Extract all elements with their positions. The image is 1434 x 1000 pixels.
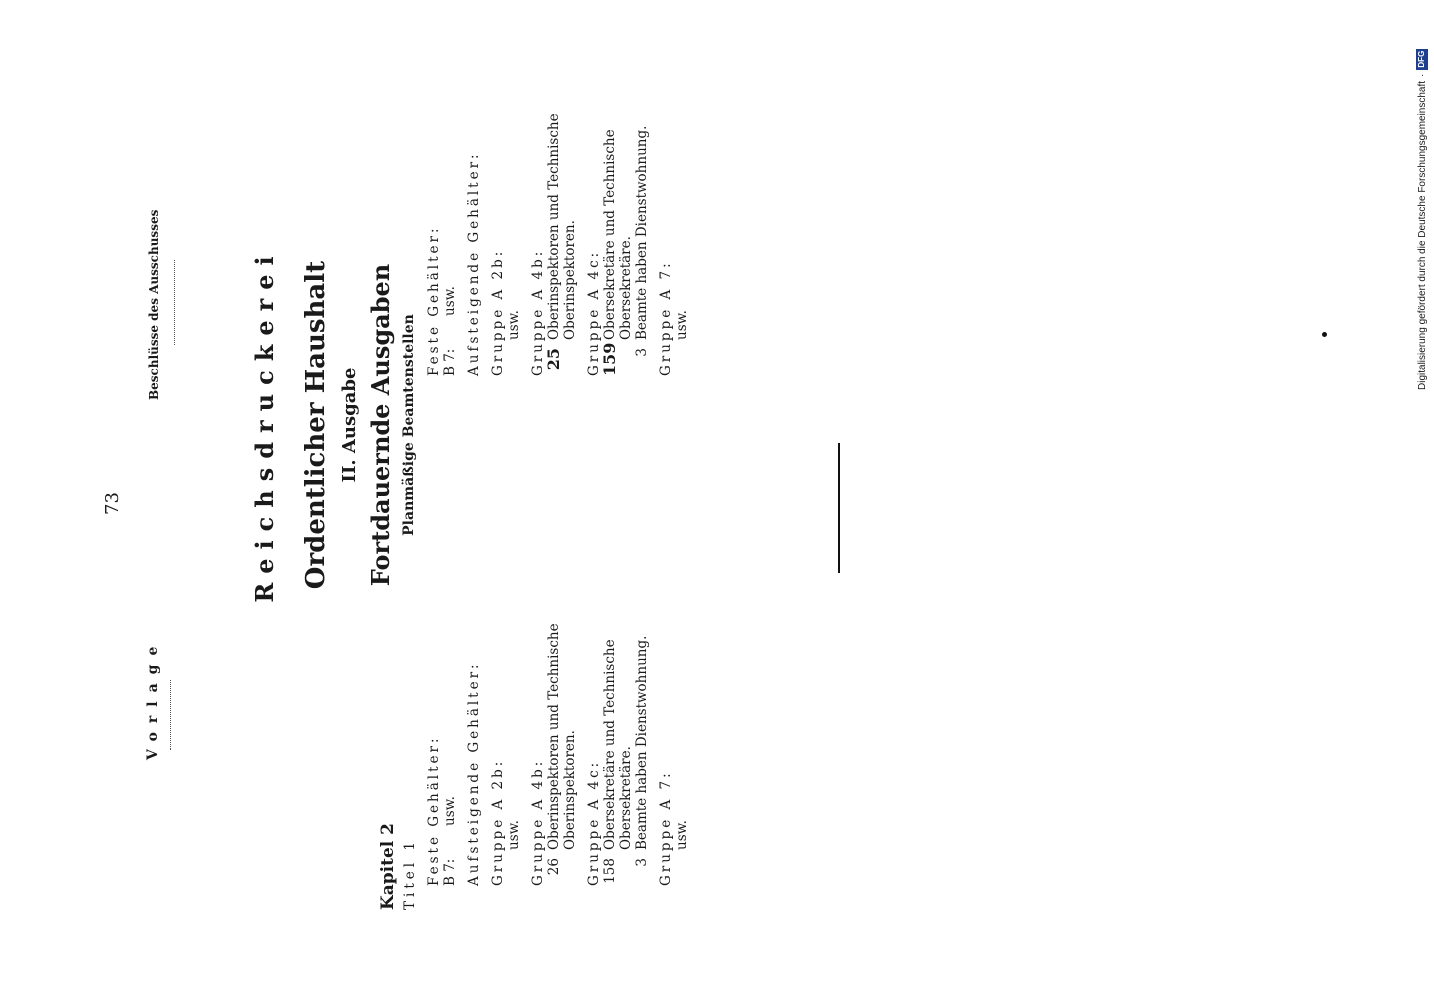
a4b-entry	[546, 100, 578, 400]
a2b-label: Gruppe A 2b:	[490, 758, 506, 886]
a7-usw: usw.	[674, 310, 690, 340]
a4b-entry	[546, 610, 578, 910]
a4b-count: 25	[544, 348, 563, 371]
a4c-note	[634, 100, 650, 400]
a4c-entry	[602, 100, 634, 400]
a4b-text: Oberinspektoren und Technische Oberinspektoren.	[546, 623, 578, 850]
a4c-label: Gruppe A 4c:	[586, 759, 602, 886]
running-head-right: Beschlüsse des Ausschusses	[147, 209, 161, 400]
a4c-count: 159	[600, 342, 619, 376]
a7-label: Gruppe A 7:	[658, 260, 674, 376]
a4b-text: Oberinspektoren und Technische Oberinspektoren.	[546, 113, 578, 340]
a4c-count: 158	[602, 858, 618, 884]
aufsteigende-label: Aufsteigende Gehälter:	[466, 151, 482, 376]
a4b-label: Gruppe A 4b:	[530, 758, 546, 886]
kapitel-heading: Kapitel 2	[378, 822, 398, 910]
a2b-usw: usw.	[506, 820, 522, 850]
b7-usw: usw.	[442, 796, 458, 826]
b7-label: B 7:	[442, 348, 458, 376]
feste-gehaelter-label: Feste Gehälter:	[426, 225, 442, 376]
title-haushalt: Ordentlicher Haushalt	[301, 260, 331, 590]
running-head-left: Vorlage	[145, 637, 161, 760]
beschluesse-column	[402, 100, 690, 400]
vorlage-column	[402, 610, 690, 910]
rotated-content	[10, 20, 770, 910]
a2b-usw: usw.	[506, 310, 522, 340]
a4c-text: Obersekretäre und Technische Obersekretäre.	[602, 129, 634, 340]
b7-row	[442, 100, 458, 400]
title-fortdauernde: Fortdauernde Ausgaben	[366, 263, 395, 587]
a4c-entry	[602, 610, 634, 910]
a4c-label: Gruppe A 4c:	[586, 249, 602, 376]
dfg-logo: DFG	[1417, 50, 1426, 68]
a4b-count: 26	[546, 858, 562, 876]
b7-row	[442, 610, 458, 910]
a4c-note-count: 3	[634, 348, 650, 357]
b7-label: B 7:	[442, 858, 458, 886]
credit-separator: ·	[1416, 73, 1428, 77]
a7-label: Gruppe A 7:	[658, 770, 674, 886]
running-head-left-rule	[170, 680, 171, 750]
credit-text: Digitalisierung gefördert durch die Deutsche Forschungsgemeinschaft	[1416, 80, 1428, 390]
separator-bar	[838, 443, 840, 573]
title-ausgabe: II. Ausgabe	[339, 367, 360, 483]
ink-dot	[1322, 332, 1327, 337]
title-reichsdruckerei: Reichsdruckerei	[250, 247, 279, 603]
a4c-note-text: Beamte haben Dienstwohnung.	[634, 125, 650, 340]
a7-usw: usw.	[674, 820, 690, 850]
running-head-right-rule	[174, 260, 175, 345]
a4c-note-text: Beamte haben Dienstwohnung.	[634, 635, 650, 850]
feste-gehaelter-label: Feste Gehälter:	[426, 735, 442, 886]
b7-usw: usw.	[442, 286, 458, 316]
title-beamtenstellen: Planmäßige Beamtenstellen	[401, 314, 417, 536]
digitization-credit	[1416, 49, 1428, 390]
a2b-label: Gruppe A 2b:	[490, 248, 506, 376]
a4c-note-count: 3	[634, 858, 650, 867]
page-number: 73	[102, 492, 123, 515]
a4c-note	[634, 610, 650, 910]
a4b-label: Gruppe A 4b:	[530, 248, 546, 376]
aufsteigende-label: Aufsteigende Gehälter:	[466, 661, 482, 886]
titel-label: Titel 1	[402, 838, 418, 910]
title-block	[250, 215, 417, 635]
a4c-text: Obersekretäre und Technische Obersekretäre.	[602, 639, 634, 850]
